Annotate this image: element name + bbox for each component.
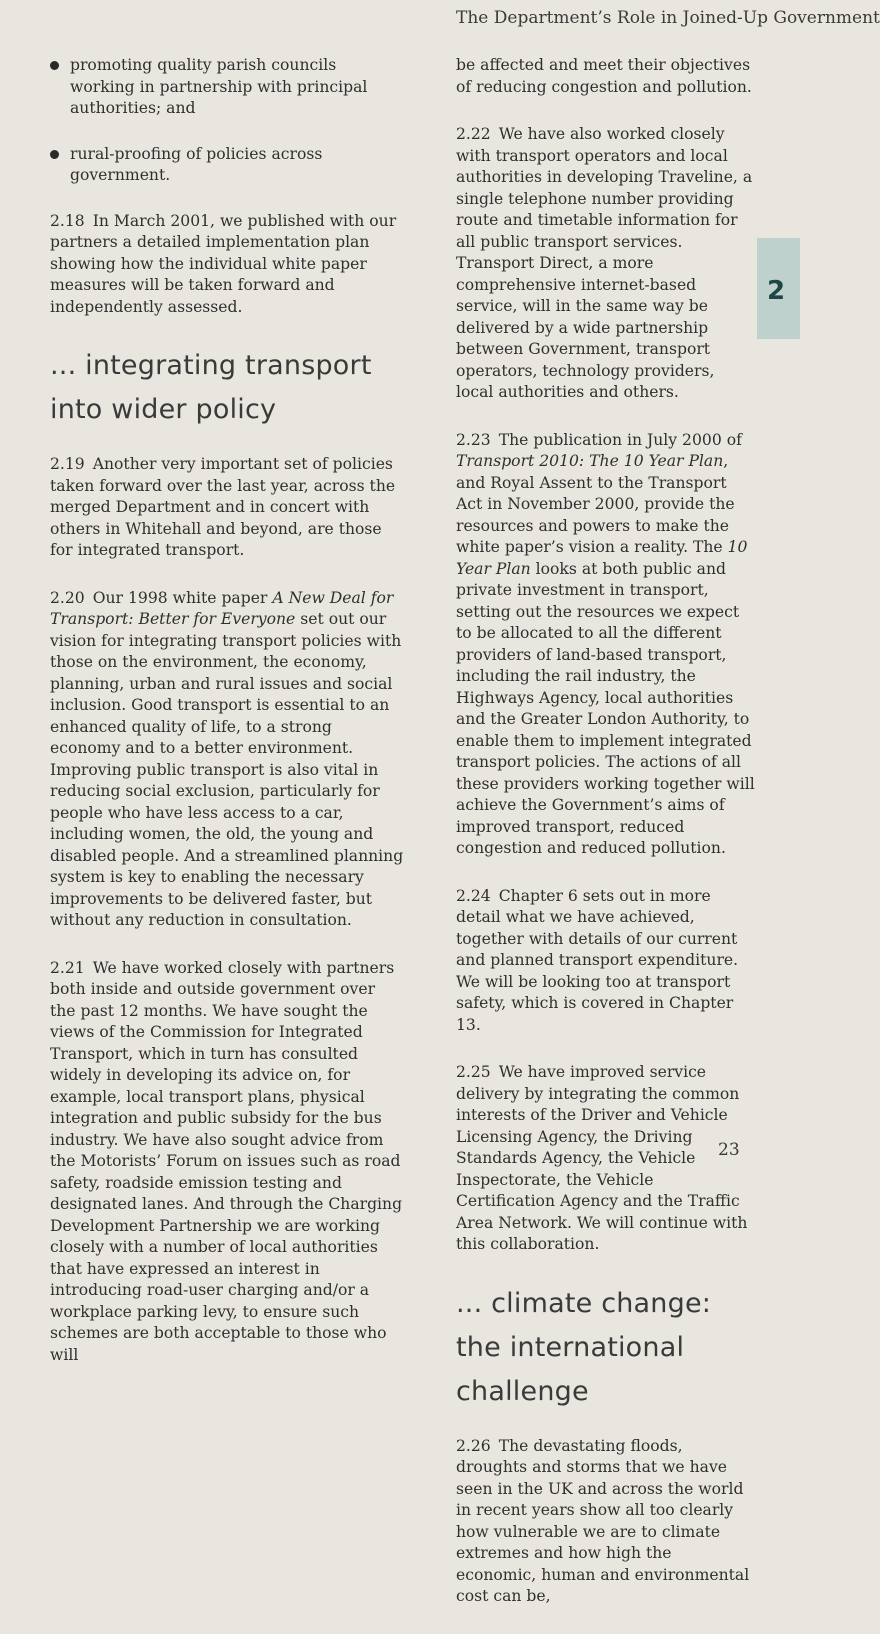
paragraph-text: , and Royal Assent to the Transport Act in November 2000, provide the resources and powers to make the white paper’s vision a reality. The <box>456 452 735 556</box>
bullet-icon <box>50 61 59 70</box>
bullet-text: rural-proofing of policies across government. <box>70 144 323 184</box>
bullet-list <box>50 55 405 187</box>
paragraph-text: Chapter 6 sets out in more detail what we have achieved, together with details of our current and planned transport expenditure. We will be looking too at transport safety, which is covered in Chapter 13. <box>456 886 739 1034</box>
paragraph-2-21 <box>50 958 405 1367</box>
paragraph-text: Our 1998 white paper <box>92 588 273 607</box>
bullet-item <box>50 55 405 120</box>
paragraph-text: We have worked closely with partners both inside and outside government over the past 12 months. We have sought the views of the Commission for Integrated Transport, which in turn has consulted widely in developing its advice on, for example, local transport plans, physical integration and public subsidy for the bus industry. We have also sought advice from the Motorists’ Forum on issues such as road safety, roadside emission testing and designated lanes. And through the Charging Development Partnership we are working closely with a number of local authorities that have expressed an interest in introducing road-user charging and/or a workplace parking levy, to ensure such schemes are both acceptable to those who will <box>50 958 403 1364</box>
publication-title: Transport 2010: The 10 Year Plan <box>456 452 724 470</box>
paragraph-text: In March 2001, we published with our partners a detailed implementation plan showing how the individual white paper measures will be taken forward and independently assessed. <box>50 211 397 316</box>
bullet-item <box>50 144 405 187</box>
paragraph-text: looks at both public and private investment in transport, setting out the resources we expect to be allocated to all the different providers of land-based transport, including the rail industry, the Highways Agency, local authorities and the Greater London Authority, to enable them to implement integrated transport policies. The actions of all these providers working together will achieve the Government’s aims of improved transport, reduced congestion and reduced pollution. <box>456 559 755 857</box>
paragraph-number: 2.21 <box>50 958 85 977</box>
paragraph-continuation: be affected and meet their objectives of reducing congestion and pollution. <box>456 56 752 96</box>
paragraph-number: 2.23 <box>456 430 491 449</box>
bullet-text: promoting quality parish councils working in partnership with principal authorities; and <box>70 56 368 117</box>
paragraph-text: Another very important set of policies taken forward over the last year, across the merged Department and in concert with others in Whitehall and beyond, are those for integrated transport. <box>50 455 396 559</box>
paragraph-text: The devastating floods, droughts and storms that we have seen in the UK and across the world in recent years show all too clearly how vulnerable we are to climate extremes and how high the economic, human and environmental cost can be, <box>456 1436 750 1605</box>
paragraph-number: 2.24 <box>456 886 491 905</box>
paragraph-text: We have improved service delivery by integrating the common interests of the Driver and Vehicle Licensing Agency, the Driving Standards Agency, the Vehicle Inspectorate, the Vehicle Certification Agency and the Traffic Area Network. We will continue with this collaboration. <box>456 1063 748 1253</box>
bullet-icon <box>50 150 59 159</box>
section-heading-climate: ... climate change: the international challenge <box>456 1287 712 1407</box>
paragraph-number: 2.19 <box>50 455 85 473</box>
publication-title: 10 Year Plan <box>456 538 748 578</box>
right-column <box>456 55 756 1634</box>
paragraph-text: We have also worked closely with transport operators and local authorities in developing Traveline, a single telephone number providing route and timetable information for all public transport services. Transport Direct, a more comprehensive internet-based service, will in the same way be delivered by a wide partnership between Government, transport operators, technology providers, local authorities and others. <box>456 125 753 401</box>
paragraph-2-22 <box>456 124 756 404</box>
chapter-tab <box>757 238 800 339</box>
page-number: 23 <box>718 1140 740 1160</box>
paragraph-number: 2.25 <box>456 1063 491 1081</box>
paragraph-2-26 <box>456 1436 756 1608</box>
paragraph-2-19 <box>50 454 405 562</box>
paragraph-2-24 <box>456 886 756 1037</box>
left-column <box>50 55 405 1392</box>
chapter-number: 2 <box>767 276 786 306</box>
paragraph-2-25 <box>456 1062 756 1256</box>
paragraph-number: 2.26 <box>456 1436 491 1455</box>
paragraph-number: 2.18 <box>50 211 85 230</box>
paragraph-2-18 <box>50 211 405 319</box>
paragraph-2-20 <box>50 588 405 932</box>
running-head: The Department’s Role in Joined-Up Government <box>456 8 880 28</box>
paragraph-text: The publication in July 2000 of <box>498 430 742 449</box>
section-heading-transport: ... integrating transport into wider policy <box>50 350 372 425</box>
paragraph-text: set out our vision for integrating transport policies with those on the environment, the economy, planning, urban and rural issues and social inclusion. Good transport is essential to an enhanced quality of life, to a strong economy and to a better environment. Improving public transport is also vital in reducing social exclusion, particularly for people who have less access to a car, including women, the old, the young and disabled people. And a streamlined planning system is key to enabling the necessary improvements to be delivered faster, but without any reduction in consultation. <box>50 610 404 929</box>
paragraph-number: 2.22 <box>456 125 491 143</box>
paragraph-2-23 <box>456 430 756 860</box>
publication-title: A New Deal for Transport: Better for Everyone <box>50 588 394 628</box>
paragraph-number: 2.20 <box>50 588 85 607</box>
